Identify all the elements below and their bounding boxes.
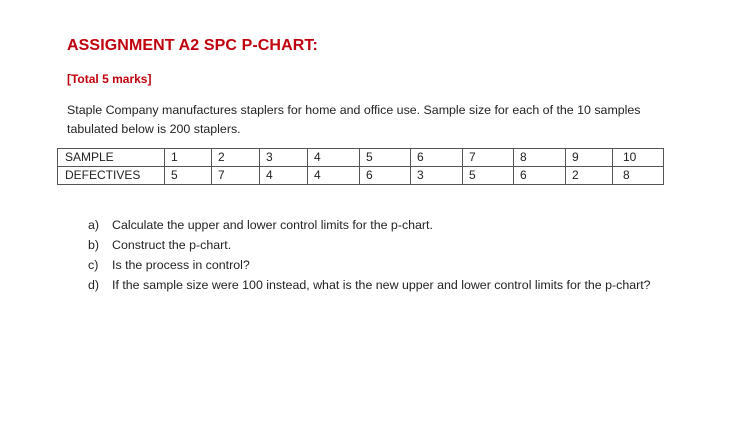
question-item [88,275,678,295]
intro-paragraph: Staple Company manufactures staplers for home and office use. Sample size for each of the 10 samples tabulated below is 200 staplers. [67,103,641,136]
question-text: Construct the p-chart. [112,238,232,252]
sample-cell: 2 [212,149,260,167]
sample-cell: 6 [411,149,463,167]
defectives-cell: 3 [411,167,463,185]
row-label-sample: SAMPLE [58,149,165,167]
question-item [88,255,678,275]
table-row-sample [58,149,664,167]
sample-cell: 8 [514,149,566,167]
sample-cell: 7 [463,149,514,167]
question-text: If the sample size were 100 instead, what is the new upper and lower control limits for the p-chart? [112,278,651,292]
defectives-cell: 4 [308,167,360,185]
sample-cell: 5 [360,149,411,167]
defectives-cell: 2 [566,167,613,185]
assignment-title: ASSIGNMENT A2 SPC P-CHART: [67,37,318,54]
question-label: d) [88,278,100,292]
defectives-cell: 5 [463,167,514,185]
question-label: b) [88,238,100,252]
defectives-cell: 7 [212,167,260,185]
sample-cell: 9 [566,149,613,167]
table-row-defectives [58,167,664,185]
defectives-cell: 6 [514,167,566,185]
defectives-cell: 5 [165,167,212,185]
sample-cell: 1 [165,149,212,167]
total-marks: [Total 5 marks] [67,72,152,86]
question-label: c) [88,258,99,272]
question-text: Calculate the upper and lower control limits for the p-chart. [112,218,433,232]
defectives-cell: 4 [260,167,308,185]
question-text: Is the process in control? [112,258,250,272]
sample-cell: 3 [260,149,308,167]
sample-cell: 10 [613,149,664,167]
question-item [88,235,678,255]
question-list [88,215,678,295]
defectives-table [57,148,664,185]
row-label-defectives: DEFECTIVES [58,167,165,185]
defectives-cell: 6 [360,167,411,185]
defectives-cell: 8 [613,167,664,185]
question-label: a) [88,218,100,232]
sample-cell: 4 [308,149,360,167]
question-item [88,215,678,235]
